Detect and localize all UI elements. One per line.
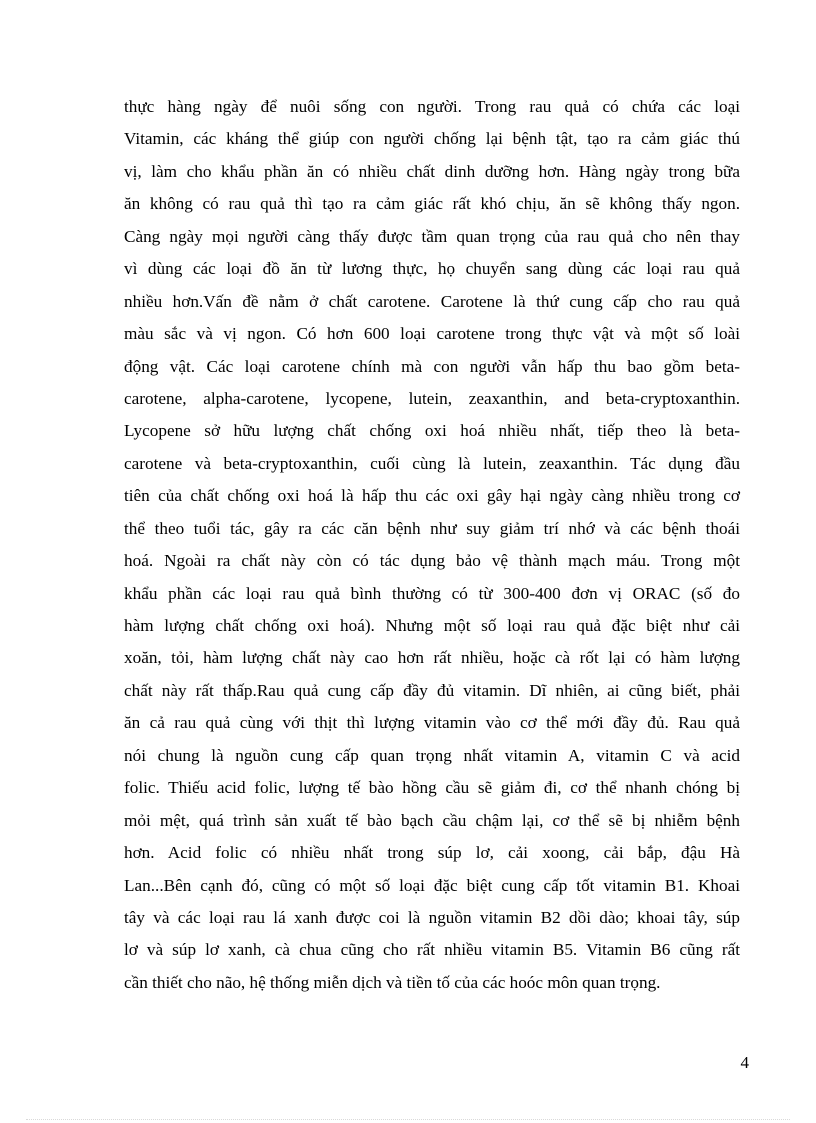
paragraph-line: động vật. Các loại carotene chính mà con người vẫn hấp thu bao gồm beta- [124, 356, 740, 376]
paragraph-line: khẩu phần các loại rau quả bình thường có từ 300-400 đơn vị ORAC (số đo [124, 583, 740, 603]
paragraph-line: Lan...Bên cạnh đó, cũng có một số loại đặc biệt cung cấp tốt vitamin B1. Khoai [124, 875, 740, 895]
paragraph-line: carotene và beta-cryptoxanthin, cuối cùng là lutein, zeaxanthin. Tác dụng đầu [124, 453, 740, 473]
body-paragraph [124, 91, 740, 999]
paragraph-line: carotene, alpha-carotene, lycopene, lutein, zeaxanthin, and beta-cryptoxanthin. [124, 388, 740, 408]
paragraph-line: mỏi mệt, quá trình sản xuất tế bào bạch cầu chậm lại, cơ thể sẽ bị nhiễm bệnh [124, 810, 740, 830]
paragraph-line: thể theo tuổi tác, gây ra các căn bệnh như suy giảm trí nhớ và các bệnh thoái [124, 518, 740, 538]
paragraph-line: Vitamin, các kháng thể giúp con người chống lại bệnh tật, tạo ra cảm giác thú [124, 129, 740, 149]
paragraph-line: lơ và súp lơ xanh, cà chua cũng cho rất nhiều vitamin B5. Vitamin B6 cũng rất [124, 940, 740, 960]
page-number: 4 [740, 1053, 749, 1072]
paragraph-line: thực hàng ngày để nuôi sống con người. Trong rau quả có chứa các loại [124, 97, 740, 116]
paragraph-line: ăn cả rau quả cùng với thịt thì lượng vitamin vào cơ thể mới đầy đủ. Rau quả [124, 713, 740, 733]
paragraph-line: cần thiết cho não, hệ thống miễn dịch và tiền tố của các hoóc môn quan trọng. [124, 972, 661, 992]
paragraph-line: folic. Thiếu acid folic, lượng tế bào hồng cầu sẽ giảm đi, cơ thể nhanh chóng bị [124, 778, 740, 798]
footer-divider [26, 1119, 790, 1120]
paragraph-line: hoá. Ngoài ra chất này còn có tác dụng bảo vệ thành mạch máu. Trong một [124, 551, 740, 571]
paragraph-line: màu sắc và vị ngon. Có hơn 600 loại carotene trong thực vật và một số loài [124, 324, 740, 344]
paragraph-line: Lycopene sở hữu lượng chất chống oxi hoá nhiều nhất, tiếp theo là beta- [124, 421, 740, 441]
paragraph-line: hơn. Acid folic có nhiều nhất trong súp lơ, cải xoong, cải bắp, đậu Hà [124, 843, 740, 863]
paragraph-line: Càng ngày mọi người càng thấy được tầm quan trọng của rau quả cho nên thay [124, 226, 740, 246]
paragraph-line: nói chung là nguồn cung cấp quan trọng nhất vitamin A, vitamin C và acid [124, 745, 740, 765]
paragraph-line: vì dùng các loại đồ ăn từ lương thực, họ chuyển sang dùng các loại rau quả [124, 259, 740, 279]
paragraph-line: xoăn, tỏi, hàm lượng chất này cao hơn rất nhiều, hoặc cà rốt lại có hàm lượng [124, 648, 740, 668]
paragraph-line: vị, làm cho khẩu phần ăn có nhiều chất dinh dưỡng hơn. Hàng ngày trong bữa [124, 161, 740, 181]
paragraph-line: ăn không có rau quả thì tạo ra cảm giác rất khó chịu, ăn sẽ không thấy ngon. [124, 194, 740, 214]
paragraph-line: nhiều hơn.Vấn đề nằm ở chất carotene. Carotene là thứ cung cấp cho rau quả [124, 291, 740, 311]
paragraph-line: tiên của chất chống oxi hoá là hấp thu các oxi gây hại ngày càng nhiều trong cơ [124, 486, 740, 506]
paragraph-line: chất này rất thấp.Rau quả cung cấp đầy đủ vitamin. Dĩ nhiên, ai cũng biết, phải [124, 680, 740, 700]
paragraph-line: tây và các loại rau lá xanh được coi là nguồn vitamin B2 dồi dào; khoai tây, súp [124, 907, 740, 927]
paragraph-line: hàm lượng chất chống oxi hoá). Nhưng một số loại rau quả đặc biệt như cải [124, 616, 740, 635]
